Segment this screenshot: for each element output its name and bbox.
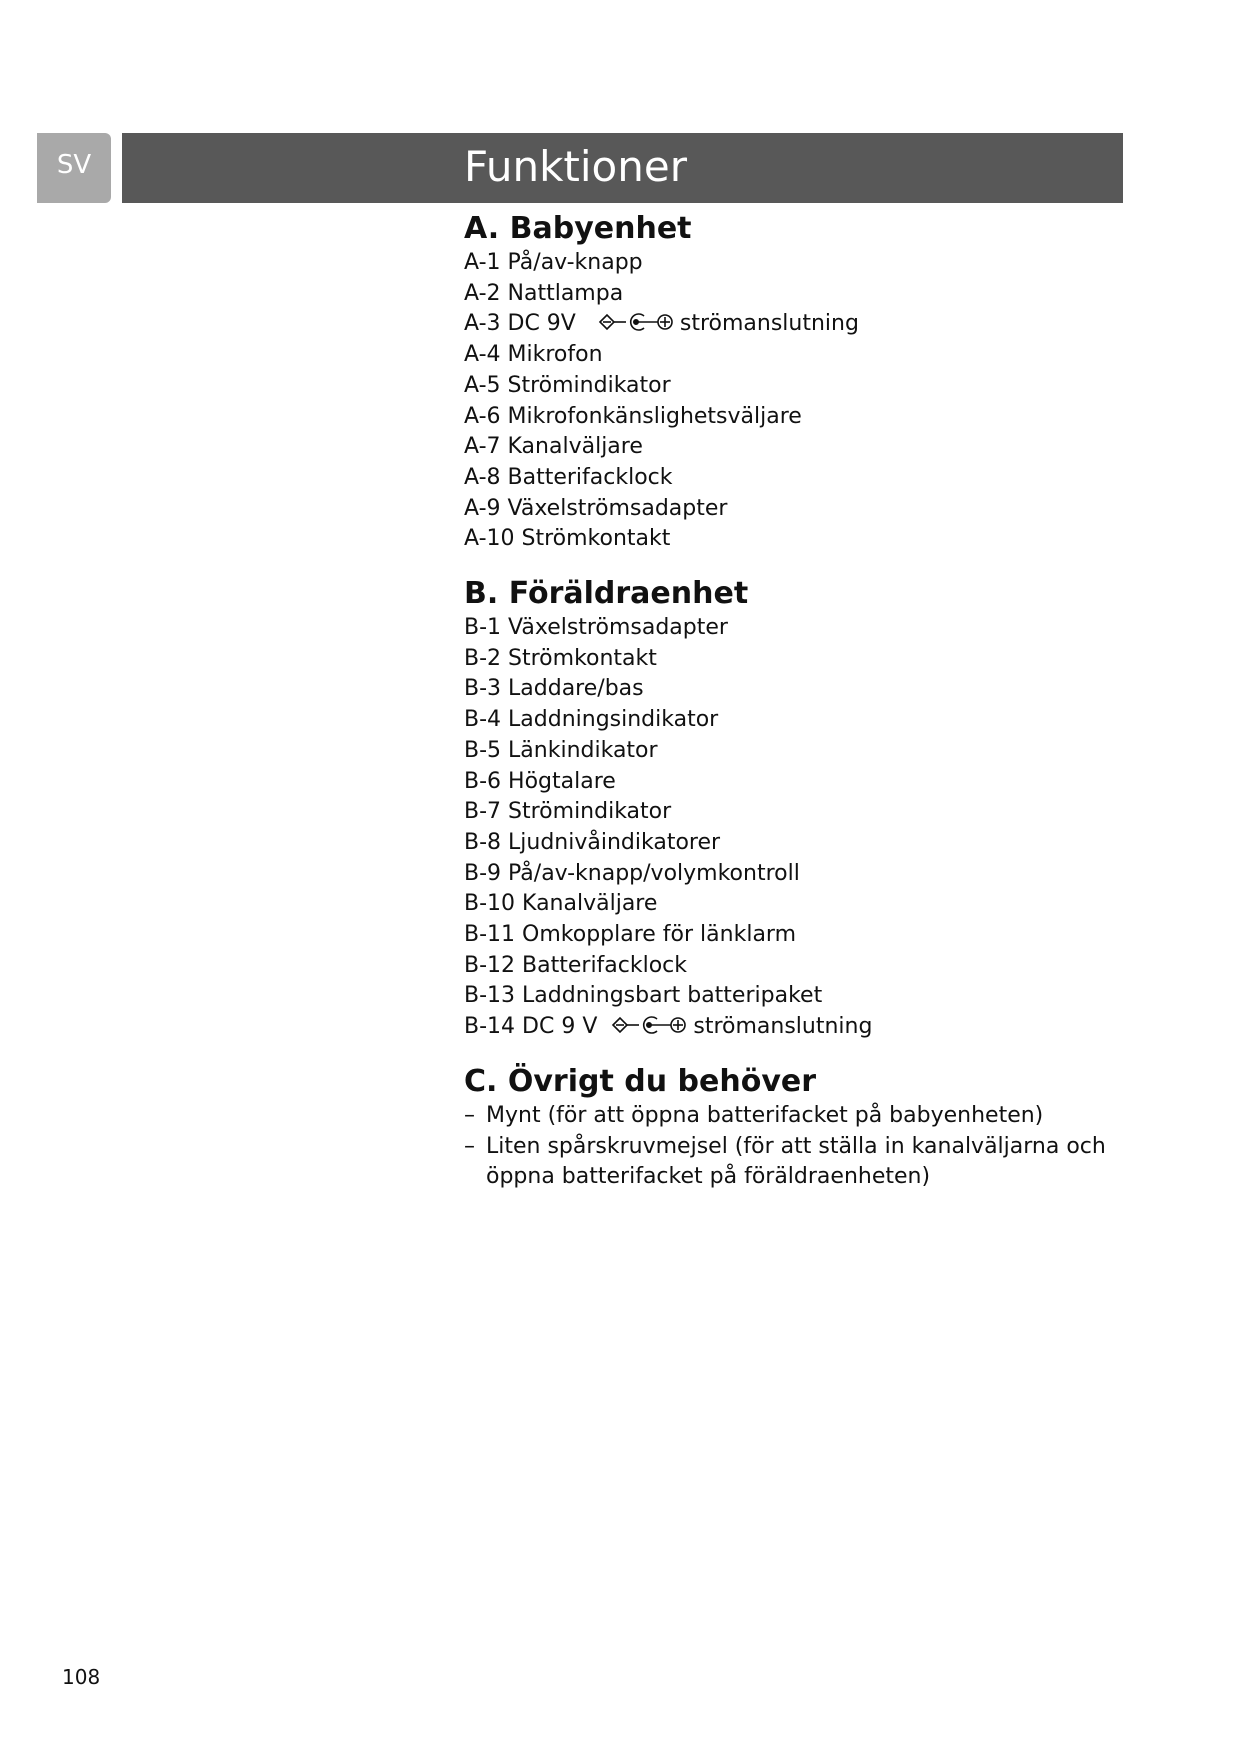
list-item [464,340,1144,371]
requirements-list [464,1101,1144,1193]
item-label: Ljudnivåindikatorer [508,829,721,855]
list-item [464,309,1144,340]
content [464,210,1144,1193]
list-item [464,371,1144,402]
section-title: C. Övrigt du behöver [464,1063,817,1099]
item-label: Länkindikator [508,737,658,763]
item-label: Kanalväljare [507,434,643,460]
item-label: Strömkontakt [521,526,671,552]
item-code: B-12 [464,952,516,978]
item-code: A-7 [464,434,501,460]
list-item [464,859,1144,890]
list-item [464,981,1144,1012]
list-item [464,432,1144,463]
item-label: Batterifacklock [522,952,688,978]
item-label: DC 9V [507,311,576,337]
list-item [464,463,1144,494]
list-item [464,248,1144,279]
list-item [464,1012,1144,1043]
item-label: Mikrofon [507,342,603,368]
item-code: B-8 [464,829,502,855]
item-code: B-11 [464,922,516,948]
item-code: B-10 [464,891,516,917]
item-code: B-14 [464,1014,516,1040]
item-suffix: strömanslutning [693,1014,873,1040]
list-item [464,644,1144,675]
item-label: På/av-knapp/volymkontroll [508,860,800,886]
list-item [464,402,1144,433]
section-title: A. Babyenhet [464,211,692,246]
list-item [464,797,1144,828]
item-code: A-5 [464,372,501,398]
list-item [464,767,1144,798]
feature-list [464,248,1144,555]
dc-polarity-icon [598,311,674,333]
list-item [464,920,1144,951]
dash-marker: – [464,1133,475,1159]
language-code: SV [56,150,92,180]
item-code: B-7 [464,799,502,825]
language-tab [37,133,111,203]
list-item [464,705,1144,736]
item-label: Växelströmsadapter [507,495,728,521]
list-item [464,951,1144,982]
item-code: B-3 [464,676,502,702]
item-text: Mynt (för att öppna batterifacket på babyenheten) [486,1102,1044,1128]
page-number: 108 [62,1665,101,1689]
list-item [464,1101,1144,1132]
item-label: Strömindikator [508,799,672,825]
item-code: B-13 [464,983,516,1009]
item-code: B-9 [464,860,502,886]
item-label: Laddare/bas [508,676,644,702]
item-code: B-4 [464,707,502,733]
dc-polarity-icon [611,1014,687,1036]
list-item [464,889,1144,920]
item-text: Liten spårskruvmejsel (för att ställa in kanalväljarna och öppna batterifacket på föräldraenheten) [486,1133,1106,1190]
item-code: A-8 [464,464,501,490]
list-item [464,828,1144,859]
section-ovrigt [464,1063,1144,1193]
item-label: Mikrofonkänslighetsväljare [507,403,802,429]
list-item [464,1132,1144,1193]
item-label: Strömindikator [507,372,671,398]
item-code: A-4 [464,342,501,368]
item-label: DC 9 V [522,1014,598,1040]
header-bar [122,133,1123,203]
list-item [464,736,1144,767]
list-item [464,279,1144,310]
item-code: A-2 [464,280,501,306]
item-label: Batterifacklock [507,464,673,490]
list-item [464,674,1144,705]
feature-list [464,613,1144,1043]
dash-marker: – [464,1102,475,1128]
item-suffix: strömanslutning [679,311,859,337]
item-code: A-6 [464,403,501,429]
item-label: Högtalare [508,768,616,794]
item-label: Laddningsbart batteripaket [522,983,823,1009]
list-item [464,524,1144,555]
item-label: Kanalväljare [522,891,658,917]
item-label: Växelströmsadapter [508,615,728,641]
item-code: A-1 [464,250,501,275]
item-label: Strömkontakt [508,645,657,671]
list-item [464,613,1144,644]
list-item [464,494,1144,525]
section-foraldraenhet [464,575,1144,1043]
item-code: A-9 [464,495,501,521]
item-label: På/av-knapp [507,250,643,275]
item-label: Nattlampa [507,280,624,306]
item-code: A-3 [464,311,501,337]
section-title: B. Föräldraenhet [464,576,749,612]
item-code: B-6 [464,768,502,794]
item-label: Laddningsindikator [508,707,719,733]
item-code: A-10 [464,526,515,552]
page-title: Funktioner [464,142,687,191]
item-code: B-2 [464,645,502,671]
item-code: B-5 [464,737,502,763]
section-babyenhet [464,210,1144,555]
item-label: Omkopplare för länklarm [522,922,797,948]
item-code: B-1 [464,615,502,641]
